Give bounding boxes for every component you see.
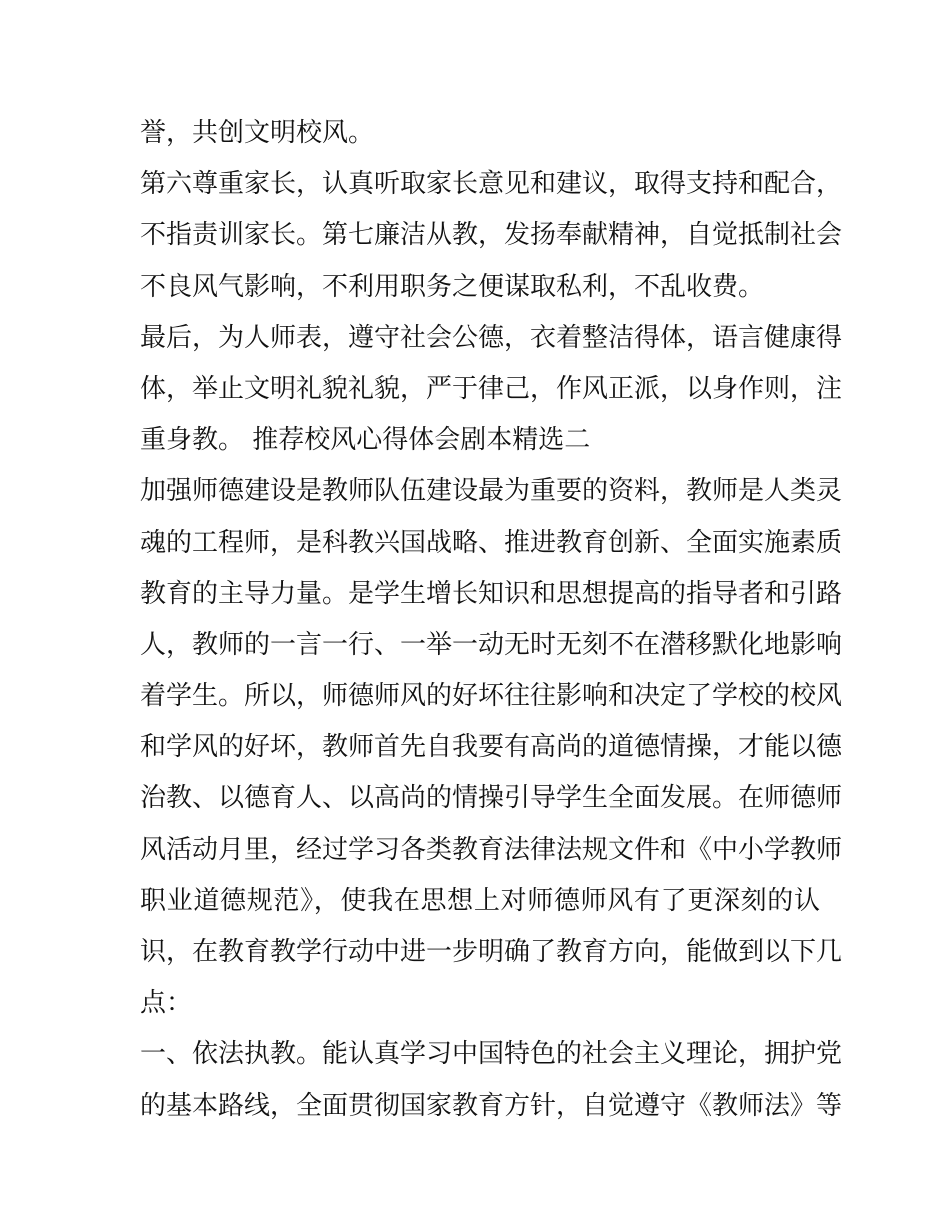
text-line: 人，教师的一言一行、一举一动无时无刻不在潜移默化地影响 — [140, 629, 843, 660]
text-line: 誉，共创文明校风。 — [140, 118, 375, 148]
text-line: 加强师德建设是教师队伍建设最为重要的资料，教师是人类灵 — [140, 476, 843, 507]
text-line: 的基本路线，全面贯彻国家教育方针，自觉遵守《教师法》等 — [140, 1090, 843, 1121]
text-line: 一、依法执教。能认真学习中国特色的社会主义理论，拥护党 — [140, 1039, 843, 1070]
text-line: 点： — [140, 988, 193, 1019]
text-line: 第六尊重家长，认真听取家长意见和建议，取得支持和配合， — [140, 169, 843, 200]
text-line: 教育的主导力量。是学生增长知识和思想提高的指导者和引路 — [140, 578, 843, 609]
text-line: 和学风的好坏，教师首先自我要有高尚的道德情操，才能以德 — [140, 732, 843, 763]
text-line: 识，在教育教学行动中进一步明确了教育方向，能做到以下几 — [140, 937, 843, 967]
document-body — [140, 108, 843, 1132]
text-line: 魂的工程师，是科教兴国战略、推进教育创新、全面实施素质 — [140, 527, 843, 558]
text-line: 不指责训家长。第七廉洁从教，发扬奉献精神，自觉抵制社会 — [140, 220, 843, 251]
text-line: 不良风气影响，不利用职务之便谋取私利，不乱收费。 — [140, 271, 765, 302]
text-line: 重身教。 推荐校风心得体会剧本精选二 — [140, 425, 591, 456]
text-line: 着学生。所以，师德师风的好坏往往影响和决定了学校的校风 — [140, 681, 843, 712]
text-line: 最后，为人师表，遵守社会公德，衣着整洁得体，语言健康得 — [140, 322, 843, 353]
text-line: 风活动月里，经过学习各类教育法律法规文件和《中小学教师 — [140, 834, 843, 865]
text-line: 职业道德规范》，使我在思想上对师德师风有了更深刻的认 — [140, 885, 820, 916]
text-line: 体，举止文明礼貌礼貌，严于律己，作风正派，以身作则，注 — [140, 373, 843, 404]
text-line: 治教、以德育人、以高尚的情操引导学生全面发展。在师德师 — [140, 783, 843, 814]
